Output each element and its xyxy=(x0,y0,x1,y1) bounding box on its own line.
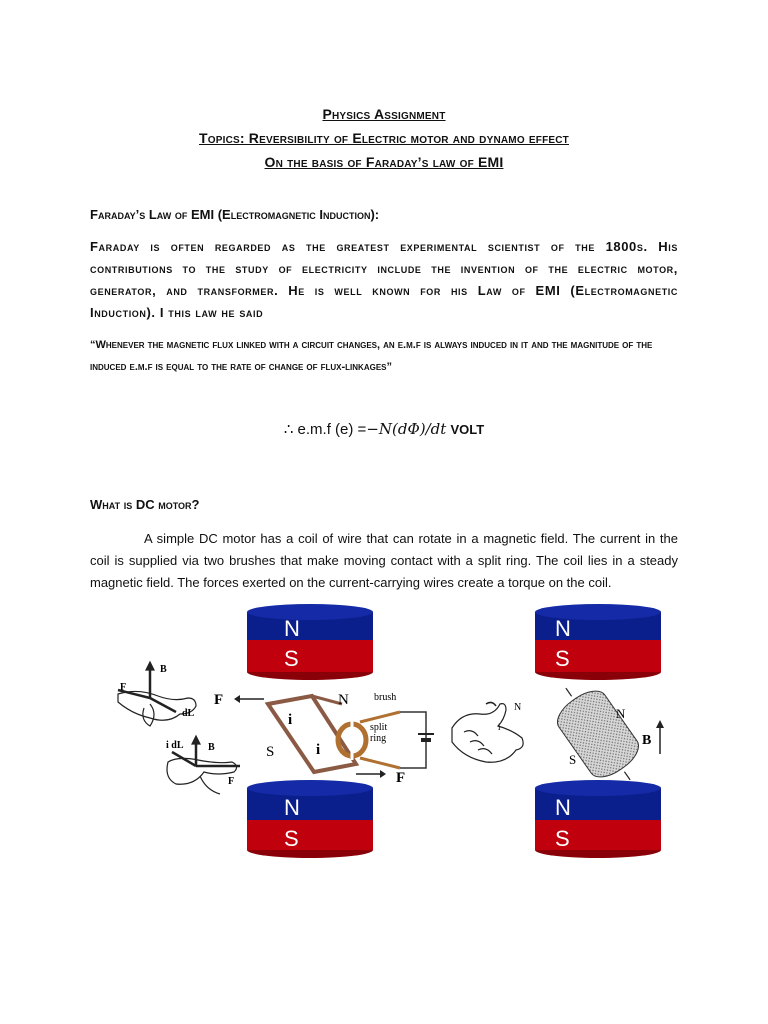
magnet-top-face xyxy=(247,604,373,620)
dc-motor-heading: What is DC motor? xyxy=(90,497,200,512)
magnet-south-half xyxy=(247,820,373,850)
armature-body xyxy=(551,684,645,785)
label-split: split xyxy=(370,722,388,733)
magnet-south-half xyxy=(247,640,373,672)
document-title: Physics Assignment xyxy=(322,106,446,122)
north-label: N xyxy=(284,795,300,820)
force-arrowhead-left xyxy=(234,695,240,703)
curl-arrow xyxy=(486,702,496,706)
south-label: S xyxy=(555,646,570,671)
right-hand-rule-sketch xyxy=(452,702,523,762)
label-n-armature: N xyxy=(616,706,626,721)
dc-motor-figure xyxy=(0,600,768,870)
axis-arrow xyxy=(566,688,572,696)
document-topics: Topics: Reversibility of Electric motor and dynamo effect xyxy=(198,130,569,146)
emf-formula xyxy=(0,420,768,438)
magnet-top-left xyxy=(247,604,373,680)
coil-lead xyxy=(314,766,346,772)
hand-outline xyxy=(452,704,523,763)
label-f-bottom: F xyxy=(228,776,235,787)
field-arrowhead xyxy=(192,736,200,744)
brush-top xyxy=(360,712,400,722)
south-label: S xyxy=(555,826,570,851)
armature-cylinder xyxy=(543,672,653,796)
label-dl-top: dL xyxy=(182,708,195,719)
finger-lines xyxy=(464,731,492,754)
formula-math: −N(dΦ)/dt xyxy=(366,420,447,438)
brush-bottom xyxy=(360,758,400,768)
label-f-right: F xyxy=(396,770,406,786)
force-arrowhead-right xyxy=(380,770,386,778)
formula-unit: VOLT xyxy=(450,422,485,437)
dc-motor-paragraph: A simple DC motor has a coil of wire that can rotate in a magnetic field. The current in the coil is supplied via two brushes that make moving contact with a split ring. The coil lies in a steady magnetic field. The forces exerted on the current-carrying wires create a torque on the coil. xyxy=(90,531,678,590)
label-i-bottom: i xyxy=(316,742,321,758)
north-label: N xyxy=(555,616,571,641)
magnet-south-half xyxy=(535,820,661,850)
label-n-center: N xyxy=(338,692,349,708)
north-label: N xyxy=(284,616,300,641)
label-f-top: F xyxy=(120,682,127,693)
label-n-hand: N xyxy=(514,702,522,713)
axis-arrow xyxy=(624,772,630,780)
thumb-outline xyxy=(143,704,154,726)
label-b-right: B xyxy=(642,733,652,748)
magnet-bottom-right xyxy=(535,780,661,858)
label-b-bottom: B xyxy=(208,742,215,753)
label-idl: i dL xyxy=(166,740,184,751)
magnet-bottom-left xyxy=(247,780,373,858)
magnet-top-right xyxy=(535,604,661,680)
faraday-paragraph: Faraday is often regarded as the greatest experimental scientist of the 1800s. His contributions to the study of electricity include the invention of the electric motor, generator, and transformer. He is well known for his Law of EMI (Electromagnetic Induction). I this law he said xyxy=(90,239,678,320)
label-s-armature: S xyxy=(569,752,577,767)
finger-outline xyxy=(200,776,220,794)
south-label: S xyxy=(284,826,299,851)
field-arrowhead-right xyxy=(656,720,664,728)
label-brush: brush xyxy=(374,692,397,703)
formula-prefix: ∴ e.m.f (e) = xyxy=(283,421,367,438)
label-i-top: i xyxy=(288,712,293,728)
south-label: S xyxy=(284,646,299,671)
document-basis: On the basis of Faraday’s law of EMI xyxy=(264,154,504,170)
label-b-top: B xyxy=(160,664,167,675)
faraday-heading: Faraday’s Law of EMI (Electromagnetic Induction): xyxy=(90,207,380,222)
north-label: N xyxy=(555,795,571,820)
label-i-hand: i xyxy=(498,722,501,732)
magnet-top-face xyxy=(247,780,373,796)
motor-coil-diagram xyxy=(234,695,434,778)
label-s-center: S xyxy=(266,744,275,760)
label-ring: ring xyxy=(370,733,387,744)
magnet-top-face xyxy=(535,604,661,620)
magnet-top-face xyxy=(535,780,661,796)
faraday-quote: “Whenever the magnetic flux linked with a circuit changes, an e.m.f is always induced in it and the magnitude of the induced e.m.f is equal to the rate of change of flux-linkages” xyxy=(90,339,653,373)
magnet-south-half xyxy=(535,640,661,672)
label-f-left: F xyxy=(214,692,224,708)
field-arrowhead xyxy=(146,662,154,670)
